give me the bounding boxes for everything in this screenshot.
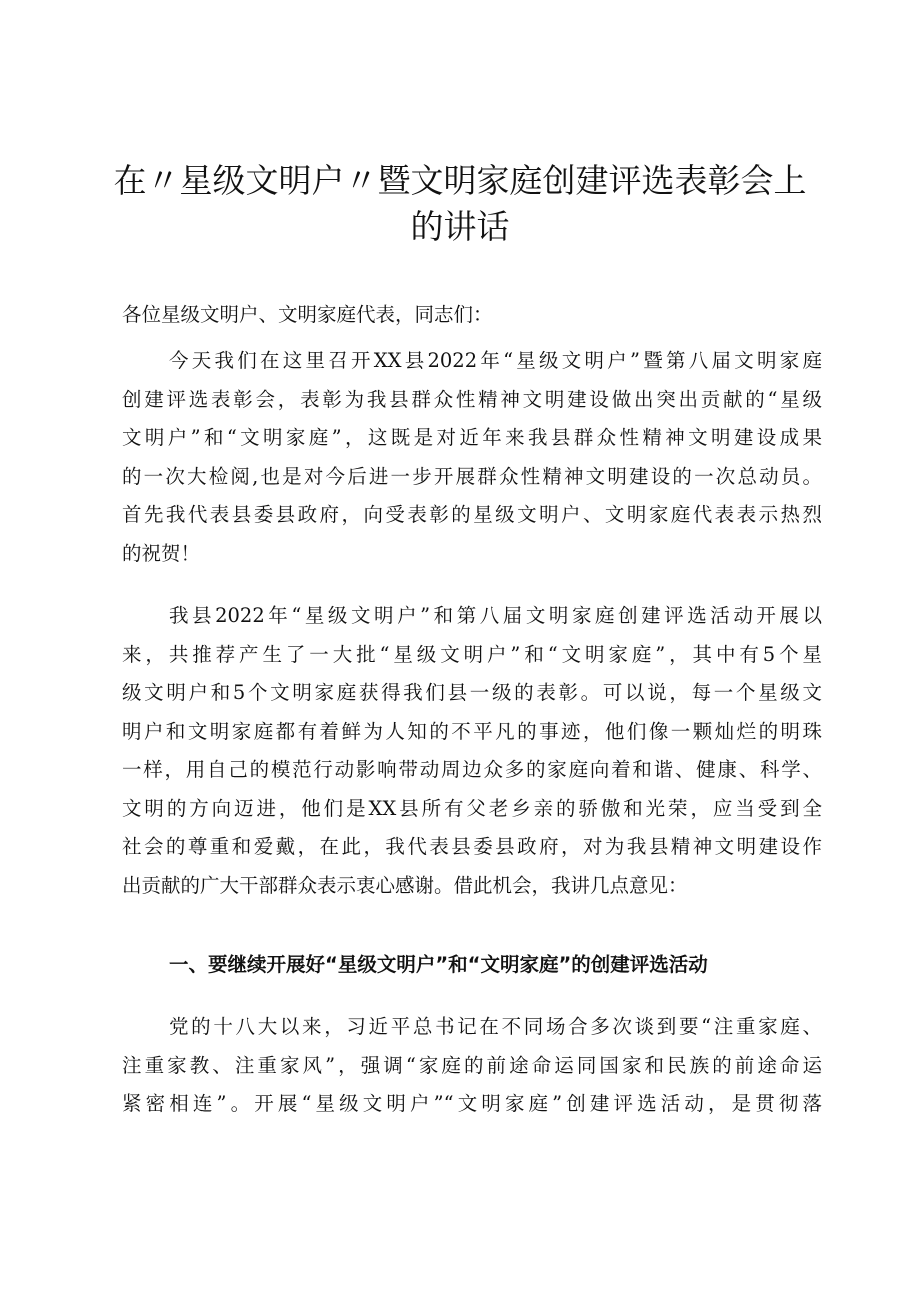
paragraph-line: 注重家教、注重家风”，强调“家庭的前途命运同国家和民族的前途命运 xyxy=(122,1053,822,1077)
paragraph-line: 来，共推荐产生了一大批“星级文明户”和“文明家庭”，其中有5个星 xyxy=(122,642,822,666)
paragraph-line: 明户和文明家庭都有着鲜为人知的不平凡的事迹，他们像一颗灿烂的明珠 xyxy=(122,719,822,743)
title-line-1: 在〃星级文明户〃暨文明家庭创建评选表彰会上 xyxy=(113,161,807,200)
paragraph-line: 今天我们在这里召开XX县2022年“星级文明户”暨第八届文明家庭 xyxy=(169,349,822,372)
paragraph-line: 出贡献的广大干部群众表示衷心感谢。借此机会，我讲几点意见： xyxy=(122,873,688,897)
paragraph-line: 的祝贺！ xyxy=(122,541,201,565)
paragraph-line: 党的十八大以来，习近平总书记在不同场合多次谈到要“注重家庭、 xyxy=(169,1015,822,1038)
document-title xyxy=(110,158,810,250)
paragraph-line: 文明户”和“文明家庭”，这既是对近年来我县群众性精神文明建设成果 xyxy=(122,426,822,449)
paragraph-opening xyxy=(122,342,822,573)
paragraph-line: 创建评选表彰会，表彰为我县群众性精神文明建设做出突出贡献的“星级 xyxy=(122,387,822,411)
paragraph-line: 社会的尊重和爱戴，在此，我代表县委县政府，对为我县精神文明建设作 xyxy=(122,835,822,858)
paragraph-line: 的一次大检阅,也是对今后进一步开展群众性精神文明建设的一次总动员。 xyxy=(122,464,822,488)
paragraph-line: 一样，用自己的模范行动影响带动周边众多的家庭向着和谐、健康、科学、 xyxy=(122,758,822,781)
paragraph-section-1 xyxy=(122,1008,822,1124)
paragraph-line: 文明的方向迈进，他们是XX县所有父老乡亲的骄傲和光荣，应当受到全 xyxy=(122,796,822,820)
paragraph-line: 首先我代表县委县政府，向受表彰的星级文明户、文明家庭代表表示热烈 xyxy=(122,503,822,526)
paragraph-achievements xyxy=(122,597,822,905)
salutation: 各位星级文明户、文明家庭代表，同志们： xyxy=(122,303,493,326)
paragraph-line: 我县2022年“星级文明户”和第八届文明家庭创建评选活动开展以 xyxy=(169,604,822,627)
paragraph-line: 紧密相连”。开展“星级文明户”“文明家庭”创建评选活动，是贯彻落 xyxy=(122,1092,822,1115)
paragraph-line: 级文明户和5个文明家庭获得我们县一级的表彰。可以说，每一个星级文 xyxy=(122,681,822,704)
section-heading-1: 一、要继续开展好“星级文明户”和“文明家庭”的创建评选活动 xyxy=(169,953,708,976)
title-line-2: 的讲话 xyxy=(410,207,510,246)
